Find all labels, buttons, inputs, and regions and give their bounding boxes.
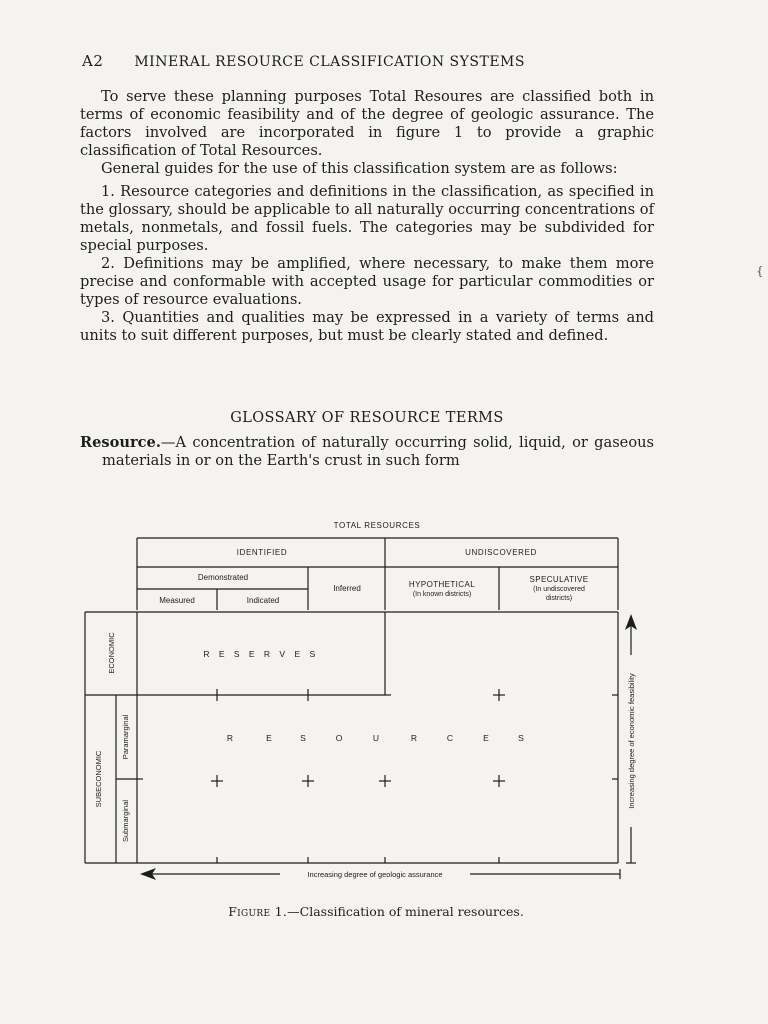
glossary-definition: —A concentration of naturally occurring solid, liquid, or gaseous materials in or on the Earth's crust in such form xyxy=(102,434,654,469)
speculative-note-line2: districts) xyxy=(545,595,573,602)
resources-letter: U xyxy=(372,733,380,743)
figure-caption-text: —Classification of mineral resources. xyxy=(287,904,524,919)
resources-letter: R xyxy=(226,733,234,743)
hypothetical-label: HYPOTHETICAL xyxy=(408,580,476,589)
reserves-label: R E S E R V E S xyxy=(203,649,319,659)
figure-caption xyxy=(120,904,632,919)
hypothetical-note: (In known districts) xyxy=(412,591,472,598)
identified-label: IDENTIFIED xyxy=(236,548,288,557)
subeconomic-label: SUBECONOMIC xyxy=(94,750,103,808)
glossary-term: Resource. xyxy=(80,434,161,451)
speculative-label: SPECULATIVE xyxy=(529,575,589,584)
guide-item-3: 3. Quantities and qualities may be expressed in a variety of terms and units to suit different purposes, but must be clearly stated and defined. xyxy=(80,309,654,344)
y-axis-label: Increasing degree of economic feasibility xyxy=(627,673,636,809)
page-number: A2 xyxy=(82,52,104,70)
resources-letter: R xyxy=(410,733,418,743)
resources-letter: E xyxy=(266,733,272,743)
resources-letter: O xyxy=(335,733,343,743)
demonstrated-label: Demonstrated xyxy=(197,573,249,582)
resources-letter: S xyxy=(300,733,306,743)
economic-label: ECONOMIC xyxy=(107,632,116,674)
resources-letter: E xyxy=(483,733,489,743)
undiscovered-label: UNDISCOVERED xyxy=(465,548,537,557)
resources-letter: S xyxy=(518,733,524,743)
paragraph-1: To serve these planning purposes Total Resoures are classified both in terms of economic feasibility and of the degree of geologic assurance. The factors involved are incorporated in figure 1 to provide a graphic classification of Total Resources. xyxy=(80,88,654,159)
guide-item-2: 2. Definitions may be amplified, where necessary, to make them more precise and conformable with accepted usage for particular commodities or types of resource evaluations. xyxy=(80,255,654,308)
glossary-heading: GLOSSARY OF RESOURCE TERMS xyxy=(230,410,504,426)
paramarginal-label: Paramarginal xyxy=(121,714,130,760)
submarginal-label: Submarginal xyxy=(121,799,130,843)
measured-label: Measured xyxy=(159,596,195,605)
inferred-label: Inferred xyxy=(333,584,361,593)
paragraph-2: General guides for the use of this classification system are as follows: xyxy=(101,160,618,177)
x-axis-label: Increasing degree of geologic assurance xyxy=(307,870,443,879)
total-resources-label: TOTAL RESOURCES xyxy=(333,521,421,530)
indicated-label: Indicated xyxy=(246,596,280,605)
figure-caption-label: Figure 1. xyxy=(228,904,288,919)
figure-labels xyxy=(94,521,636,879)
resources-letter: C xyxy=(446,733,454,743)
running-title: MINERAL RESOURCE CLASSIFICATION SYSTEMS xyxy=(134,54,525,70)
guide-item-1: 1. Resource categories and definitions in the classification, as specified in the glossary, should be applicable to all naturally occurring concentrations of metals, nonmetals, and fossil fuels. The categories may be subdivided for special purposes. xyxy=(80,183,654,254)
speculative-note-line1: (In undiscovered xyxy=(533,586,585,593)
margin-mark: { xyxy=(756,264,764,278)
